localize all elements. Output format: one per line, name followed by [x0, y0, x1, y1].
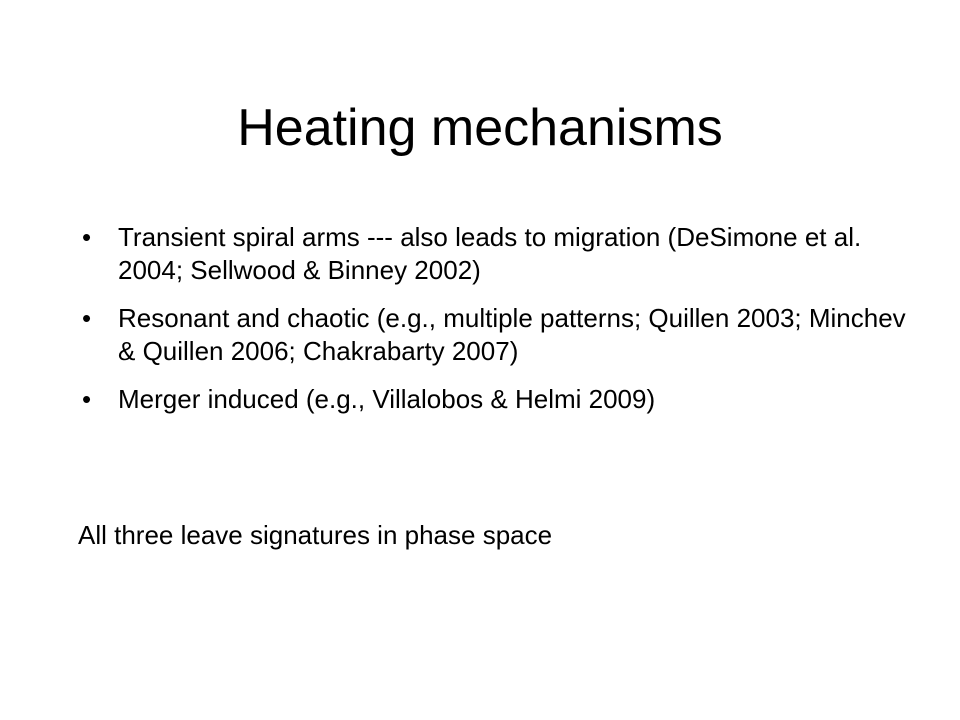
bullet-icon: •	[82, 222, 92, 252]
bullet-list	[78, 221, 908, 416]
bullet-text: Transient spiral arms --- also leads to migration (DeSimone et al. 2004; Sellwood & Binney 2002)	[118, 222, 862, 285]
bullet-item	[78, 302, 908, 368]
slide-title: Heating mechanisms	[237, 99, 723, 157]
bullet-icon: •	[82, 303, 92, 333]
bullet-text: Resonant and chaotic (e.g., multiple patterns; Quillen 2003; Minchev & Quillen 2006; Chakrabarty 2007)	[118, 303, 906, 366]
bullet-icon: •	[82, 384, 92, 414]
bullet-text: Merger induced (e.g., Villalobos & Helmi 2009)	[118, 384, 656, 414]
bullet-item	[78, 383, 908, 416]
bullet-item	[78, 221, 908, 287]
summary-text: All three leave signatures in phase space	[78, 520, 553, 550]
